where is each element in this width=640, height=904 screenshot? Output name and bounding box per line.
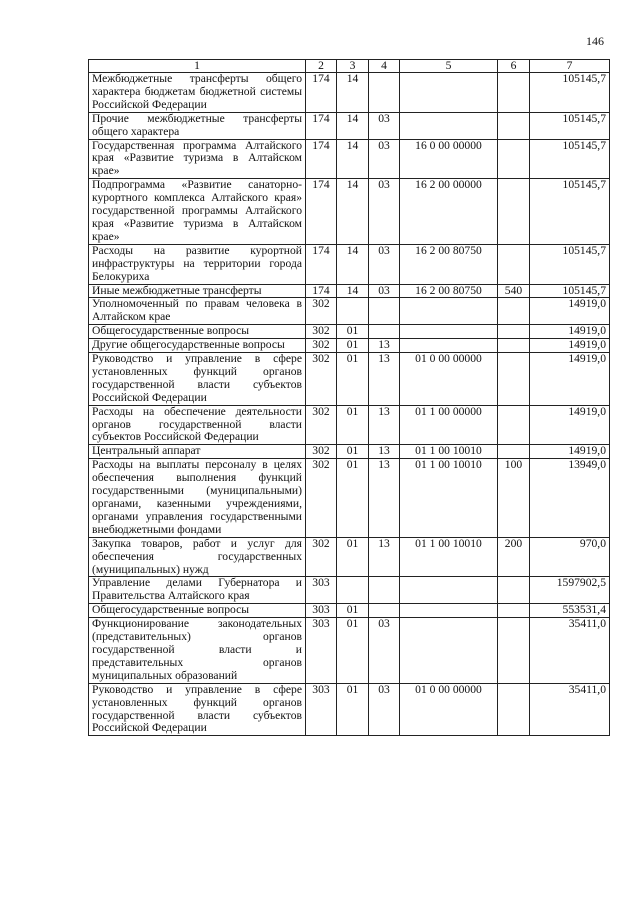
header-cell: 6 bbox=[498, 60, 530, 73]
expense-type-cell bbox=[498, 73, 530, 113]
admin-code-cell: 302 bbox=[306, 459, 337, 537]
section-code-cell: 01 bbox=[337, 445, 369, 459]
admin-code-cell: 303 bbox=[306, 683, 337, 736]
table-row bbox=[89, 298, 610, 325]
expense-name-cell: Функционирование законодательных (представительных) органов государственной власти и представительных органов муниципальных образований bbox=[89, 618, 306, 684]
target-code-cell: 16 0 00 00000 bbox=[400, 139, 498, 179]
section-code-cell: 01 bbox=[337, 353, 369, 406]
budget-table bbox=[88, 59, 610, 736]
amount-cell: 14919,0 bbox=[530, 353, 610, 406]
expense-name-cell: Руководство и управление в сфере установленных функций органов государственной власти субъектов Российской Федерации bbox=[89, 683, 306, 736]
expense-name-cell: Уполномоченный по правам человека в Алтайском крае bbox=[89, 298, 306, 325]
amount-cell: 14919,0 bbox=[530, 339, 610, 353]
amount-cell: 14919,0 bbox=[530, 405, 610, 445]
table-row bbox=[89, 618, 610, 684]
section-code-cell bbox=[337, 298, 369, 325]
subsection-code-cell: 03 bbox=[369, 284, 400, 298]
table-row bbox=[89, 445, 610, 459]
table-row bbox=[89, 405, 610, 445]
table-row bbox=[89, 244, 610, 284]
expense-name-cell: Прочие межбюджетные трансферты общего характера bbox=[89, 112, 306, 139]
expense-name-cell: Межбюджетные трансферты общего характера бюджетам бюджетной системы Российской Федерации bbox=[89, 73, 306, 113]
section-code-cell: 14 bbox=[337, 139, 369, 179]
admin-code-cell: 303 bbox=[306, 577, 337, 604]
subsection-code-cell bbox=[369, 577, 400, 604]
amount-cell: 105145,7 bbox=[530, 112, 610, 139]
expense-name-cell: Общегосударственные вопросы bbox=[89, 604, 306, 618]
subsection-code-cell: 13 bbox=[369, 339, 400, 353]
amount-cell: 1597902,5 bbox=[530, 577, 610, 604]
section-code-cell: 01 bbox=[337, 683, 369, 736]
subsection-code-cell: 03 bbox=[369, 112, 400, 139]
subsection-code-cell: 13 bbox=[369, 353, 400, 406]
section-code-cell: 14 bbox=[337, 112, 369, 139]
target-code-cell bbox=[400, 112, 498, 139]
target-code-cell bbox=[400, 577, 498, 604]
expense-name-cell: Подпрограмма «Развитие санаторно-курортного комплекса Алтайского края» государственной программы Алтайского края «Развитие туризма в Алтайском крае» bbox=[89, 179, 306, 245]
section-code-cell: 14 bbox=[337, 179, 369, 245]
target-code-cell bbox=[400, 604, 498, 618]
expense-name-cell: Центральный аппарат bbox=[89, 445, 306, 459]
table-row bbox=[89, 284, 610, 298]
subsection-code-cell: 03 bbox=[369, 683, 400, 736]
admin-code-cell: 174 bbox=[306, 73, 337, 113]
expense-type-cell bbox=[498, 353, 530, 406]
expense-name-cell: Другие общегосударственные вопросы bbox=[89, 339, 306, 353]
expense-type-cell bbox=[498, 112, 530, 139]
table-body bbox=[89, 73, 610, 736]
section-code-cell: 01 bbox=[337, 604, 369, 618]
section-code-cell: 01 bbox=[337, 459, 369, 537]
table-row bbox=[89, 139, 610, 179]
table-row bbox=[89, 112, 610, 139]
table-row bbox=[89, 537, 610, 577]
amount-cell: 105145,7 bbox=[530, 284, 610, 298]
target-code-cell: 01 1 00 10010 bbox=[400, 537, 498, 577]
expense-name-cell: Руководство и управление в сфере установленных функций органов государственной власти субъектов Российской Федерации bbox=[89, 353, 306, 406]
admin-code-cell: 302 bbox=[306, 537, 337, 577]
expense-type-cell bbox=[498, 683, 530, 736]
amount-cell: 970,0 bbox=[530, 537, 610, 577]
expense-name-cell: Расходы на развитие курортной инфраструктуры на территории города Белокуриха bbox=[89, 244, 306, 284]
subsection-code-cell bbox=[369, 73, 400, 113]
admin-code-cell: 303 bbox=[306, 618, 337, 684]
header-cell: 5 bbox=[400, 60, 498, 73]
subsection-code-cell bbox=[369, 298, 400, 325]
expense-type-cell bbox=[498, 445, 530, 459]
target-code-cell: 01 1 00 10010 bbox=[400, 459, 498, 537]
section-code-cell: 14 bbox=[337, 284, 369, 298]
expense-name-cell: Расходы на обеспечение деятельности органов государственной власти субъектов Российской Федерации bbox=[89, 405, 306, 445]
admin-code-cell: 303 bbox=[306, 604, 337, 618]
expense-type-cell bbox=[498, 179, 530, 245]
admin-code-cell: 302 bbox=[306, 405, 337, 445]
amount-cell: 105145,7 bbox=[530, 139, 610, 179]
expense-name-cell: Расходы на выплаты персоналу в целях обеспечения выполнения функций государственными (муниципальными) органами, казенными учреждениями, органами управления государственными внебюджетными фондами bbox=[89, 459, 306, 537]
header-cell: 4 bbox=[369, 60, 400, 73]
subsection-code-cell: 03 bbox=[369, 244, 400, 284]
admin-code-cell: 302 bbox=[306, 325, 337, 339]
target-code-cell: 16 2 00 80750 bbox=[400, 284, 498, 298]
amount-cell: 105145,7 bbox=[530, 179, 610, 245]
section-code-cell bbox=[337, 577, 369, 604]
admin-code-cell: 302 bbox=[306, 298, 337, 325]
section-code-cell: 01 bbox=[337, 618, 369, 684]
table-row bbox=[89, 325, 610, 339]
amount-cell: 14919,0 bbox=[530, 298, 610, 325]
expense-type-cell bbox=[498, 577, 530, 604]
expense-type-cell bbox=[498, 405, 530, 445]
expense-name-cell: Общегосударственные вопросы bbox=[89, 325, 306, 339]
target-code-cell bbox=[400, 298, 498, 325]
table-row bbox=[89, 683, 610, 736]
header-cell: 3 bbox=[337, 60, 369, 73]
amount-cell: 14919,0 bbox=[530, 445, 610, 459]
expense-name-cell: Государственная программа Алтайского края «Развитие туризма в Алтайском крае» bbox=[89, 139, 306, 179]
target-code-cell: 01 0 00 00000 bbox=[400, 683, 498, 736]
table-row bbox=[89, 577, 610, 604]
target-code-cell bbox=[400, 618, 498, 684]
target-code-cell bbox=[400, 339, 498, 353]
amount-cell: 105145,7 bbox=[530, 244, 610, 284]
expense-type-cell bbox=[498, 604, 530, 618]
target-code-cell bbox=[400, 325, 498, 339]
subsection-code-cell bbox=[369, 604, 400, 618]
expense-type-cell: 540 bbox=[498, 284, 530, 298]
section-code-cell: 01 bbox=[337, 537, 369, 577]
header-row bbox=[89, 60, 610, 73]
target-code-cell: 16 2 00 80750 bbox=[400, 244, 498, 284]
subsection-code-cell: 13 bbox=[369, 537, 400, 577]
table-row bbox=[89, 179, 610, 245]
subsection-code-cell: 13 bbox=[369, 405, 400, 445]
expense-type-cell bbox=[498, 339, 530, 353]
section-code-cell: 01 bbox=[337, 339, 369, 353]
amount-cell: 35411,0 bbox=[530, 683, 610, 736]
target-code-cell: 01 0 00 00000 bbox=[400, 353, 498, 406]
amount-cell: 105145,7 bbox=[530, 73, 610, 113]
section-code-cell: 01 bbox=[337, 405, 369, 445]
table-row bbox=[89, 353, 610, 406]
table-row bbox=[89, 604, 610, 618]
amount-cell: 14919,0 bbox=[530, 325, 610, 339]
header-cell: 7 bbox=[530, 60, 610, 73]
subsection-code-cell: 03 bbox=[369, 139, 400, 179]
section-code-cell: 01 bbox=[337, 325, 369, 339]
subsection-code-cell: 03 bbox=[369, 618, 400, 684]
expense-name-cell: Иные межбюджетные трансферты bbox=[89, 284, 306, 298]
expense-type-cell bbox=[498, 325, 530, 339]
target-code-cell: 01 1 00 00000 bbox=[400, 405, 498, 445]
admin-code-cell: 174 bbox=[306, 179, 337, 245]
expense-type-cell bbox=[498, 618, 530, 684]
expense-name-cell: Управление делами Губернатора и Правительства Алтайского края bbox=[89, 577, 306, 604]
subsection-code-cell bbox=[369, 325, 400, 339]
admin-code-cell: 174 bbox=[306, 284, 337, 298]
subsection-code-cell: 13 bbox=[369, 445, 400, 459]
admin-code-cell: 174 bbox=[306, 112, 337, 139]
section-code-cell: 14 bbox=[337, 73, 369, 113]
amount-cell: 553531,4 bbox=[530, 604, 610, 618]
target-code-cell bbox=[400, 73, 498, 113]
admin-code-cell: 174 bbox=[306, 244, 337, 284]
amount-cell: 35411,0 bbox=[530, 618, 610, 684]
expense-type-cell bbox=[498, 298, 530, 325]
page-number: 146 bbox=[586, 34, 604, 48]
admin-code-cell: 302 bbox=[306, 339, 337, 353]
admin-code-cell: 302 bbox=[306, 353, 337, 406]
expense-type-cell bbox=[498, 139, 530, 179]
table-row bbox=[89, 73, 610, 113]
subsection-code-cell: 13 bbox=[369, 459, 400, 537]
admin-code-cell: 302 bbox=[306, 445, 337, 459]
header-cell: 1 bbox=[89, 60, 306, 73]
target-code-cell: 16 2 00 00000 bbox=[400, 179, 498, 245]
header-cell: 2 bbox=[306, 60, 337, 73]
expense-type-cell bbox=[498, 244, 530, 284]
amount-cell: 13949,0 bbox=[530, 459, 610, 537]
expense-type-cell: 100 bbox=[498, 459, 530, 537]
expense-name-cell: Закупка товаров, работ и услуг для обеспечения государственных (муниципальных) нужд bbox=[89, 537, 306, 577]
admin-code-cell: 174 bbox=[306, 139, 337, 179]
subsection-code-cell: 03 bbox=[369, 179, 400, 245]
expense-type-cell: 200 bbox=[498, 537, 530, 577]
target-code-cell: 01 1 00 10010 bbox=[400, 445, 498, 459]
table-row bbox=[89, 339, 610, 353]
section-code-cell: 14 bbox=[337, 244, 369, 284]
table-row bbox=[89, 459, 610, 537]
